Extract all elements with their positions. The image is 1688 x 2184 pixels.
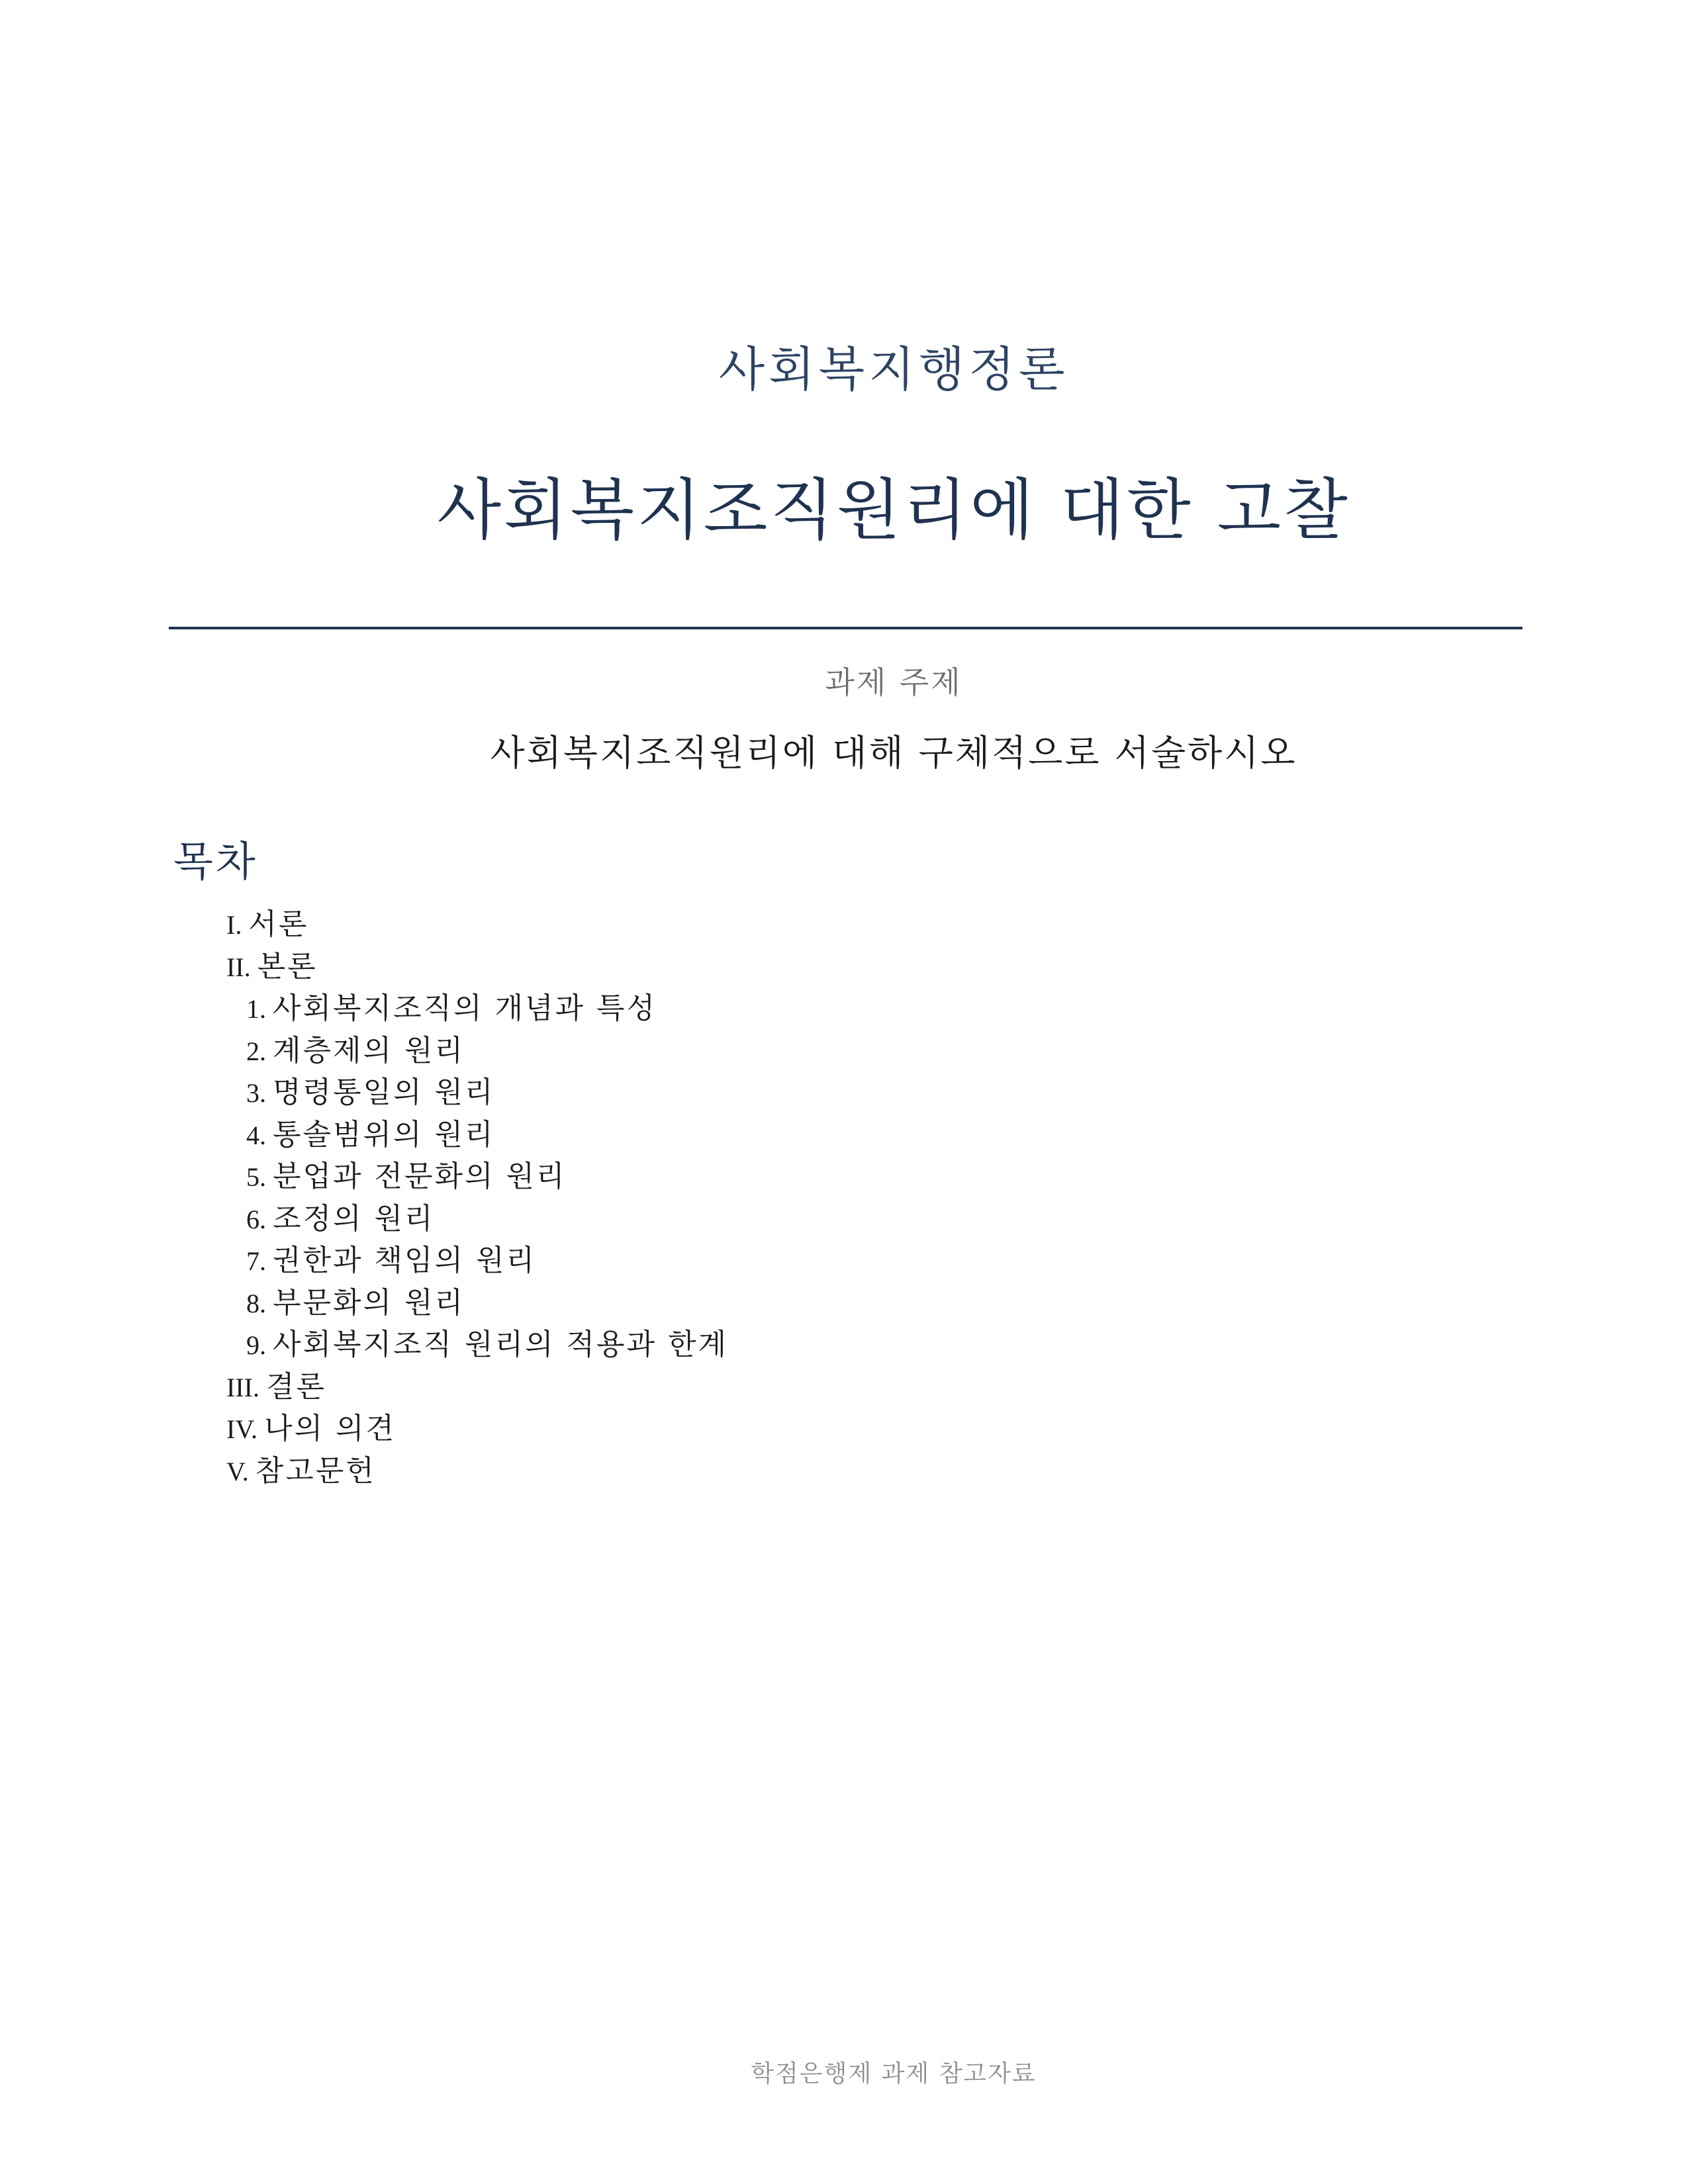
toc-subitem-7 bbox=[0, 1240, 728, 1282]
subject-label: 과제 주제 bbox=[825, 664, 962, 700]
toc-item-text: 통솔범위의 원리 bbox=[273, 1117, 495, 1152]
toc-item-text: 결론 bbox=[265, 1369, 326, 1404]
course-name: 사회복지행정론 bbox=[718, 341, 1069, 397]
subject-text: 사회복지조직원리에 대해 구체적으로 서술하시오 bbox=[490, 732, 1297, 774]
toc-item-number: 6. bbox=[246, 1204, 266, 1234]
toc-item-number: IV. bbox=[226, 1414, 258, 1444]
toc-item-conclusion bbox=[0, 1366, 728, 1408]
toc-subitem-8 bbox=[0, 1282, 728, 1324]
toc-subitem-9 bbox=[0, 1324, 728, 1366]
toc-item-number: 3. bbox=[246, 1078, 266, 1108]
toc-item-number: III. bbox=[226, 1372, 259, 1402]
toc-item-text: 분업과 전문화의 원리 bbox=[273, 1160, 567, 1193]
toc-item-number: 7. bbox=[246, 1246, 266, 1276]
toc-subitem-3 bbox=[0, 1071, 728, 1114]
toc-item-text: 명령통일의 원리 bbox=[273, 1075, 495, 1109]
document-title: 사회복지조직원리에 대한 고찰 bbox=[437, 471, 1350, 549]
toc-item-text: 서론 bbox=[248, 907, 309, 941]
toc-item-number: II. bbox=[226, 952, 251, 982]
toc-item-number: V. bbox=[226, 1456, 249, 1486]
toc-item-references bbox=[0, 1450, 728, 1492]
toc-item-text: 참고문헌 bbox=[255, 1453, 376, 1488]
toc-item-text: 조정의 원리 bbox=[273, 1201, 435, 1236]
toc-item-number: 8. bbox=[246, 1288, 266, 1318]
toc-subitem-6 bbox=[0, 1198, 728, 1240]
toc-item-text: 나의 의견 bbox=[264, 1412, 397, 1445]
toc-item-text: 본론 bbox=[257, 949, 318, 983]
toc-item-text: 사회복지조직 원리의 적용과 한계 bbox=[273, 1328, 729, 1361]
table-of-contents bbox=[0, 903, 728, 1492]
page-footer: 학점은행제 과제 참고자료 bbox=[751, 2060, 1037, 2087]
toc-subitem-2 bbox=[0, 1030, 728, 1072]
title-divider bbox=[169, 627, 1523, 629]
toc-heading: 목차 bbox=[173, 837, 258, 886]
toc-item-number: 9. bbox=[246, 1330, 266, 1360]
toc-item-text: 부문화의 원리 bbox=[273, 1285, 465, 1320]
toc-item-number: 4. bbox=[246, 1120, 266, 1150]
toc-item-introduction bbox=[0, 903, 728, 946]
toc-item-text: 사회복지조직의 개념과 특성 bbox=[273, 991, 657, 1025]
toc-item-number: 1. bbox=[246, 994, 266, 1024]
toc-subitem-4 bbox=[0, 1114, 728, 1156]
toc-item-opinion bbox=[0, 1408, 728, 1450]
toc-item-number: I. bbox=[226, 910, 242, 940]
toc-item-text: 권한과 책임의 원리 bbox=[273, 1244, 537, 1277]
toc-item-body bbox=[0, 946, 728, 988]
toc-subitem-1 bbox=[0, 987, 728, 1030]
toc-item-text: 계층제의 원리 bbox=[273, 1033, 465, 1068]
toc-item-number: 2. bbox=[246, 1036, 266, 1066]
toc-item-number: 5. bbox=[246, 1162, 266, 1192]
toc-subitem-5 bbox=[0, 1156, 728, 1198]
